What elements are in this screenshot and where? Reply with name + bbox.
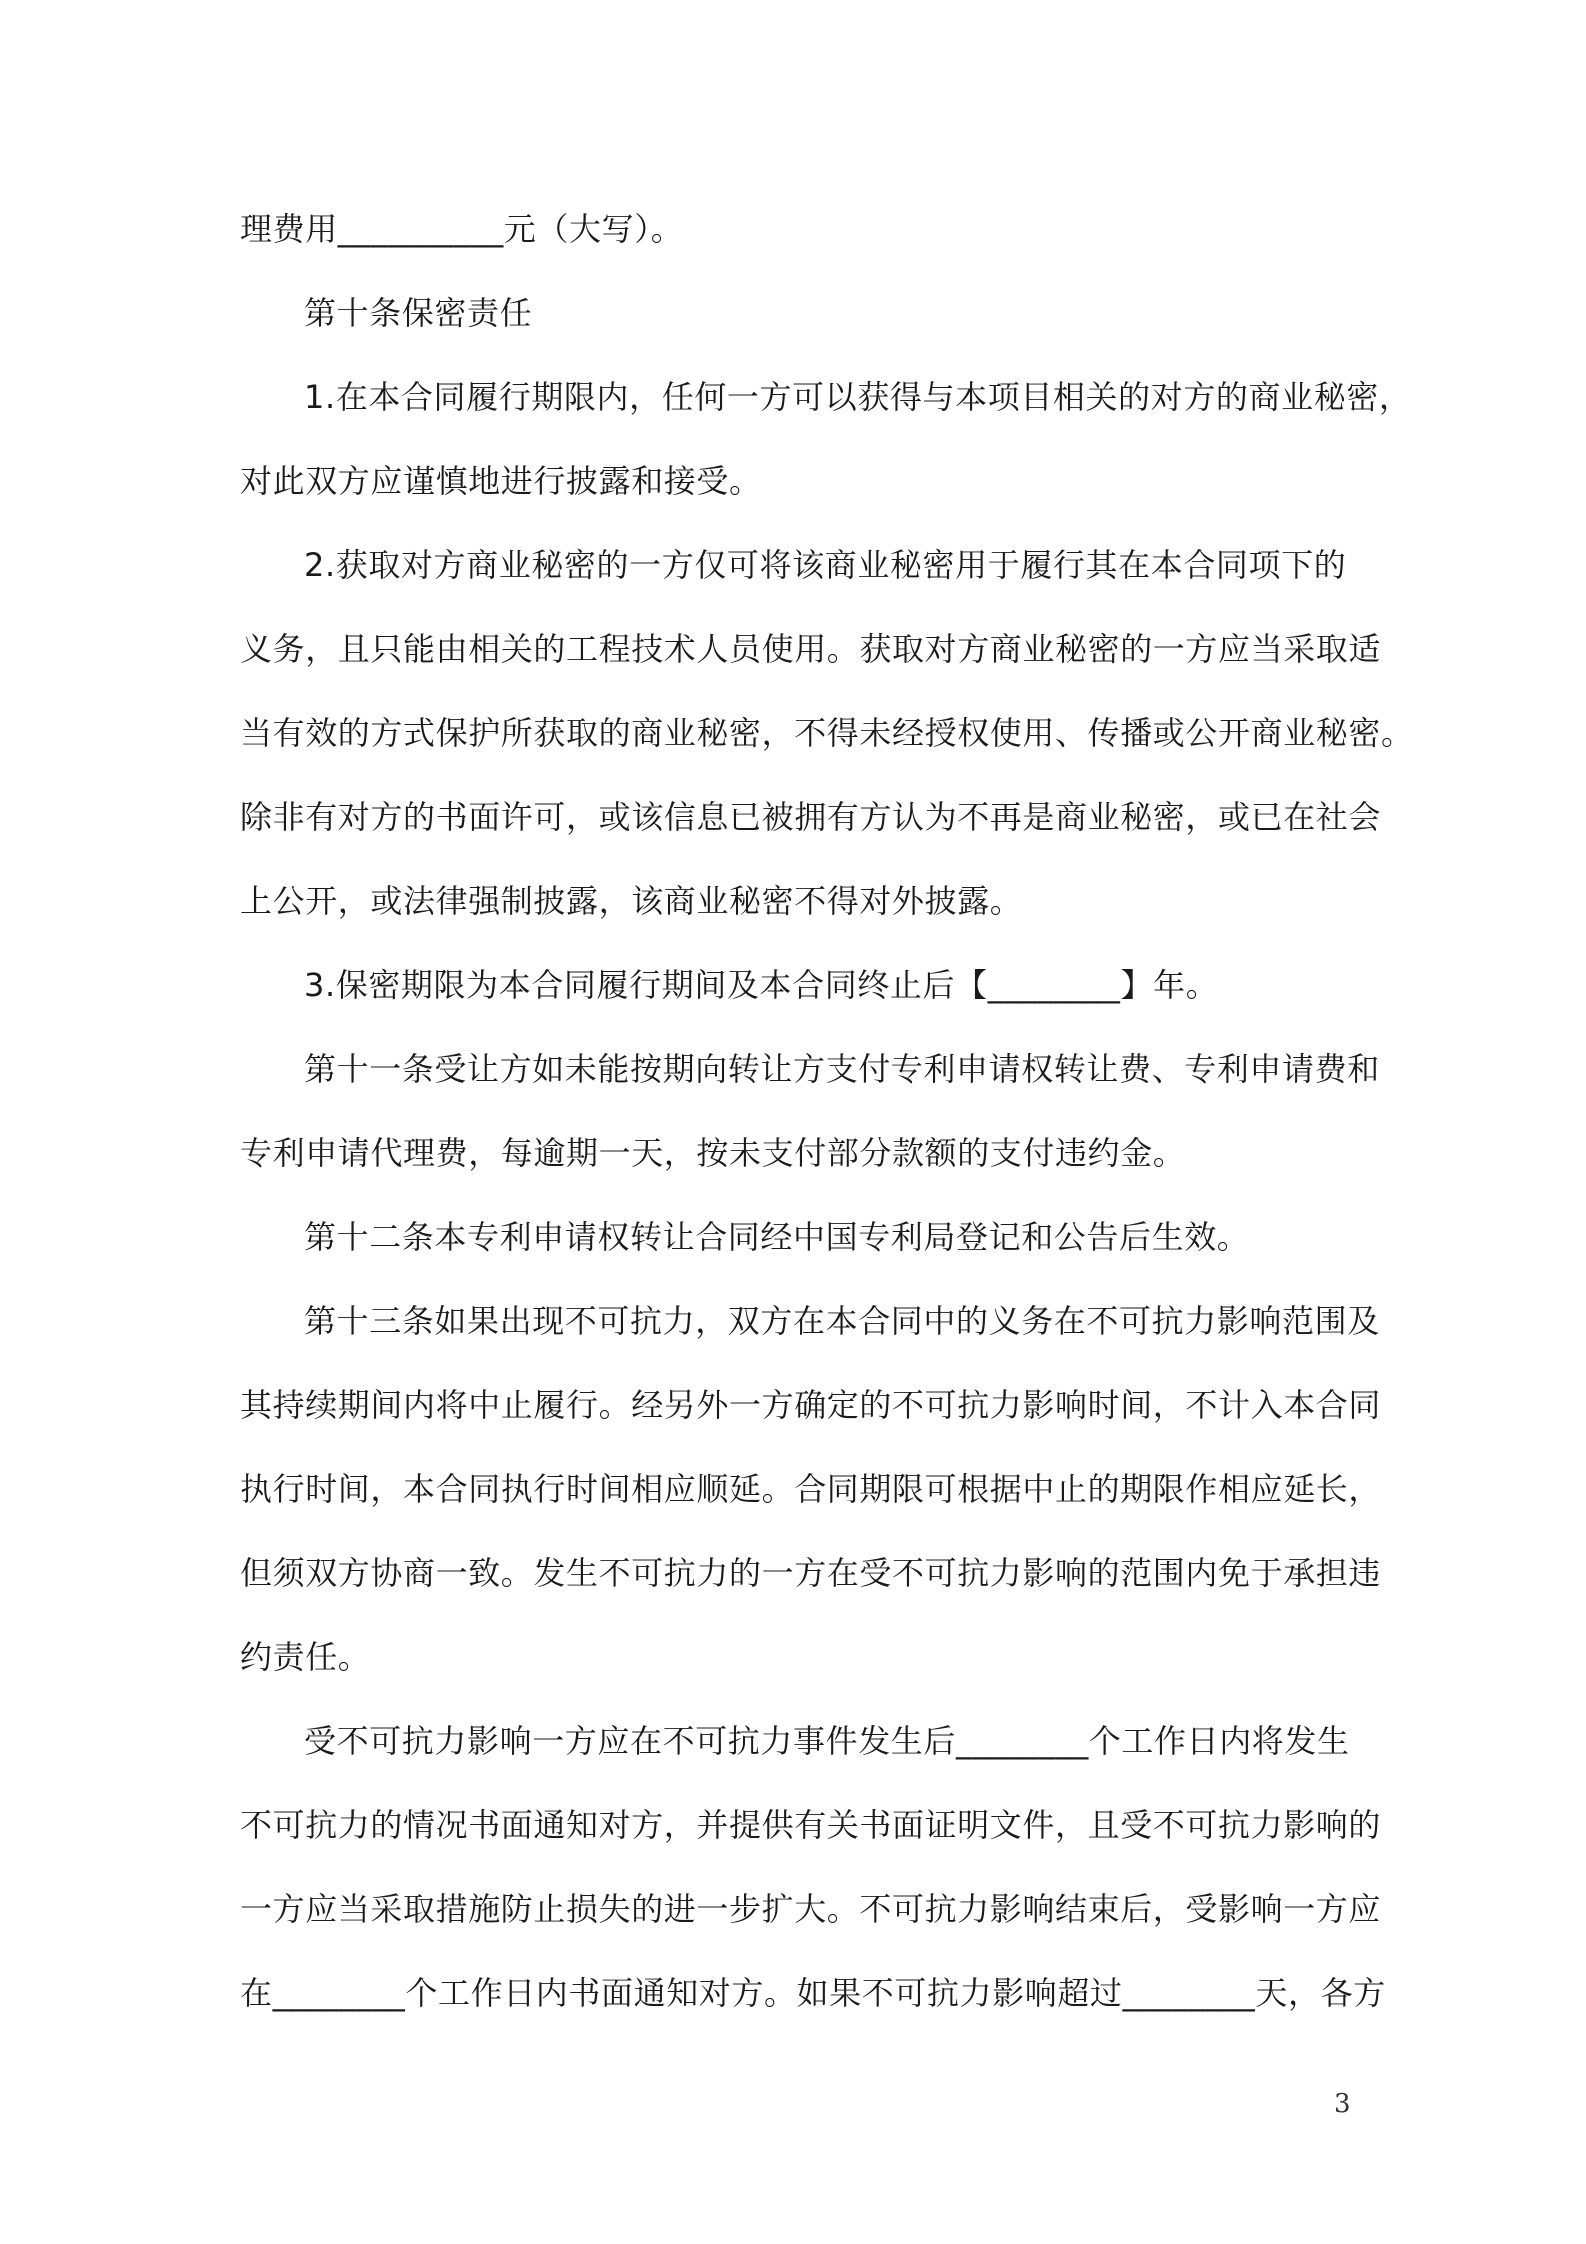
text-line: 第十一条受让方如未能按期向转让方支付专利申请权转让费、专利申请费和 [304,1050,1380,1088]
text-line: 3.保密期限为本合同履行期间及本合同终止后【________】年。 [304,966,1219,1004]
section-heading: 第十条保密责任 [304,294,533,332]
text-line: 当有效的方式保护所获取的商业秘密，不得未经授权使用、传播或公开商业秘密。 [240,714,1414,752]
text-line: 义务，且只能由相关的工程技术人员使用。获取对方商业秘密的一方应当采取适 [240,630,1382,668]
text-line: 其持续期间内将中止履行。经另外一方确定的不可抗力影响时间，不计入本合同 [240,1386,1382,1424]
text-line: 1.在本合同履行期限内，任何一方可以获得与本项目相关的对方的商业秘密， [304,378,1412,416]
text-line: 但须双方协商一致。发生不可抗力的一方在受不可抗力影响的范围内免于承担违 [240,1554,1382,1592]
text-line: 上公开，或法律强制披露，该商业秘密不得对外披露。 [240,882,1023,920]
text-line: 2.获取对方商业秘密的一方仅可将该商业秘密用于履行其在本合同项下的 [304,546,1347,584]
text-line: 一方应当采取措施防止损失的进一步扩大。不可抗力影响结束后，受影响一方应 [240,1890,1382,1928]
text-line: 第十三条如果出现不可抗力，双方在本合同中的义务在不可抗力影响范围及 [304,1302,1380,1340]
text-line: 执行时间，本合同执行时间相应顺延。合同期限可根据中止的期限作相应延长， [240,1470,1382,1508]
text-line: 在________个工作日内书面通知对方。如果不可抗力影响超过________天，各方 [240,1974,1386,2012]
text-line: 专利申请代理费，每逾期一天，按未支付部分款额的支付违约金。 [240,1134,1186,1172]
text-line: 不可抗力的情况书面通知对方，并提供有关书面证明文件，且受不可抗力影响的 [240,1806,1382,1844]
text-line: 约责任。 [240,1638,371,1676]
text-line: 受不可抗力影响一方应在不可抗力事件发生后________个工作日内将发生 [304,1722,1350,1760]
text-line: 第十二条本专利申请权转让合同经中国专利局登记和公告后生效。 [304,1218,1250,1256]
page-number: 3 [1334,2089,1351,2119]
text-line: 除非有对方的书面许可，或该信息已被拥有方认为不再是商业秘密，或已在社会 [240,798,1382,836]
text-line: 理费用__________元（大写）。 [240,210,684,248]
text-line: 对此双方应谨慎地进行披露和接受。 [240,462,762,500]
